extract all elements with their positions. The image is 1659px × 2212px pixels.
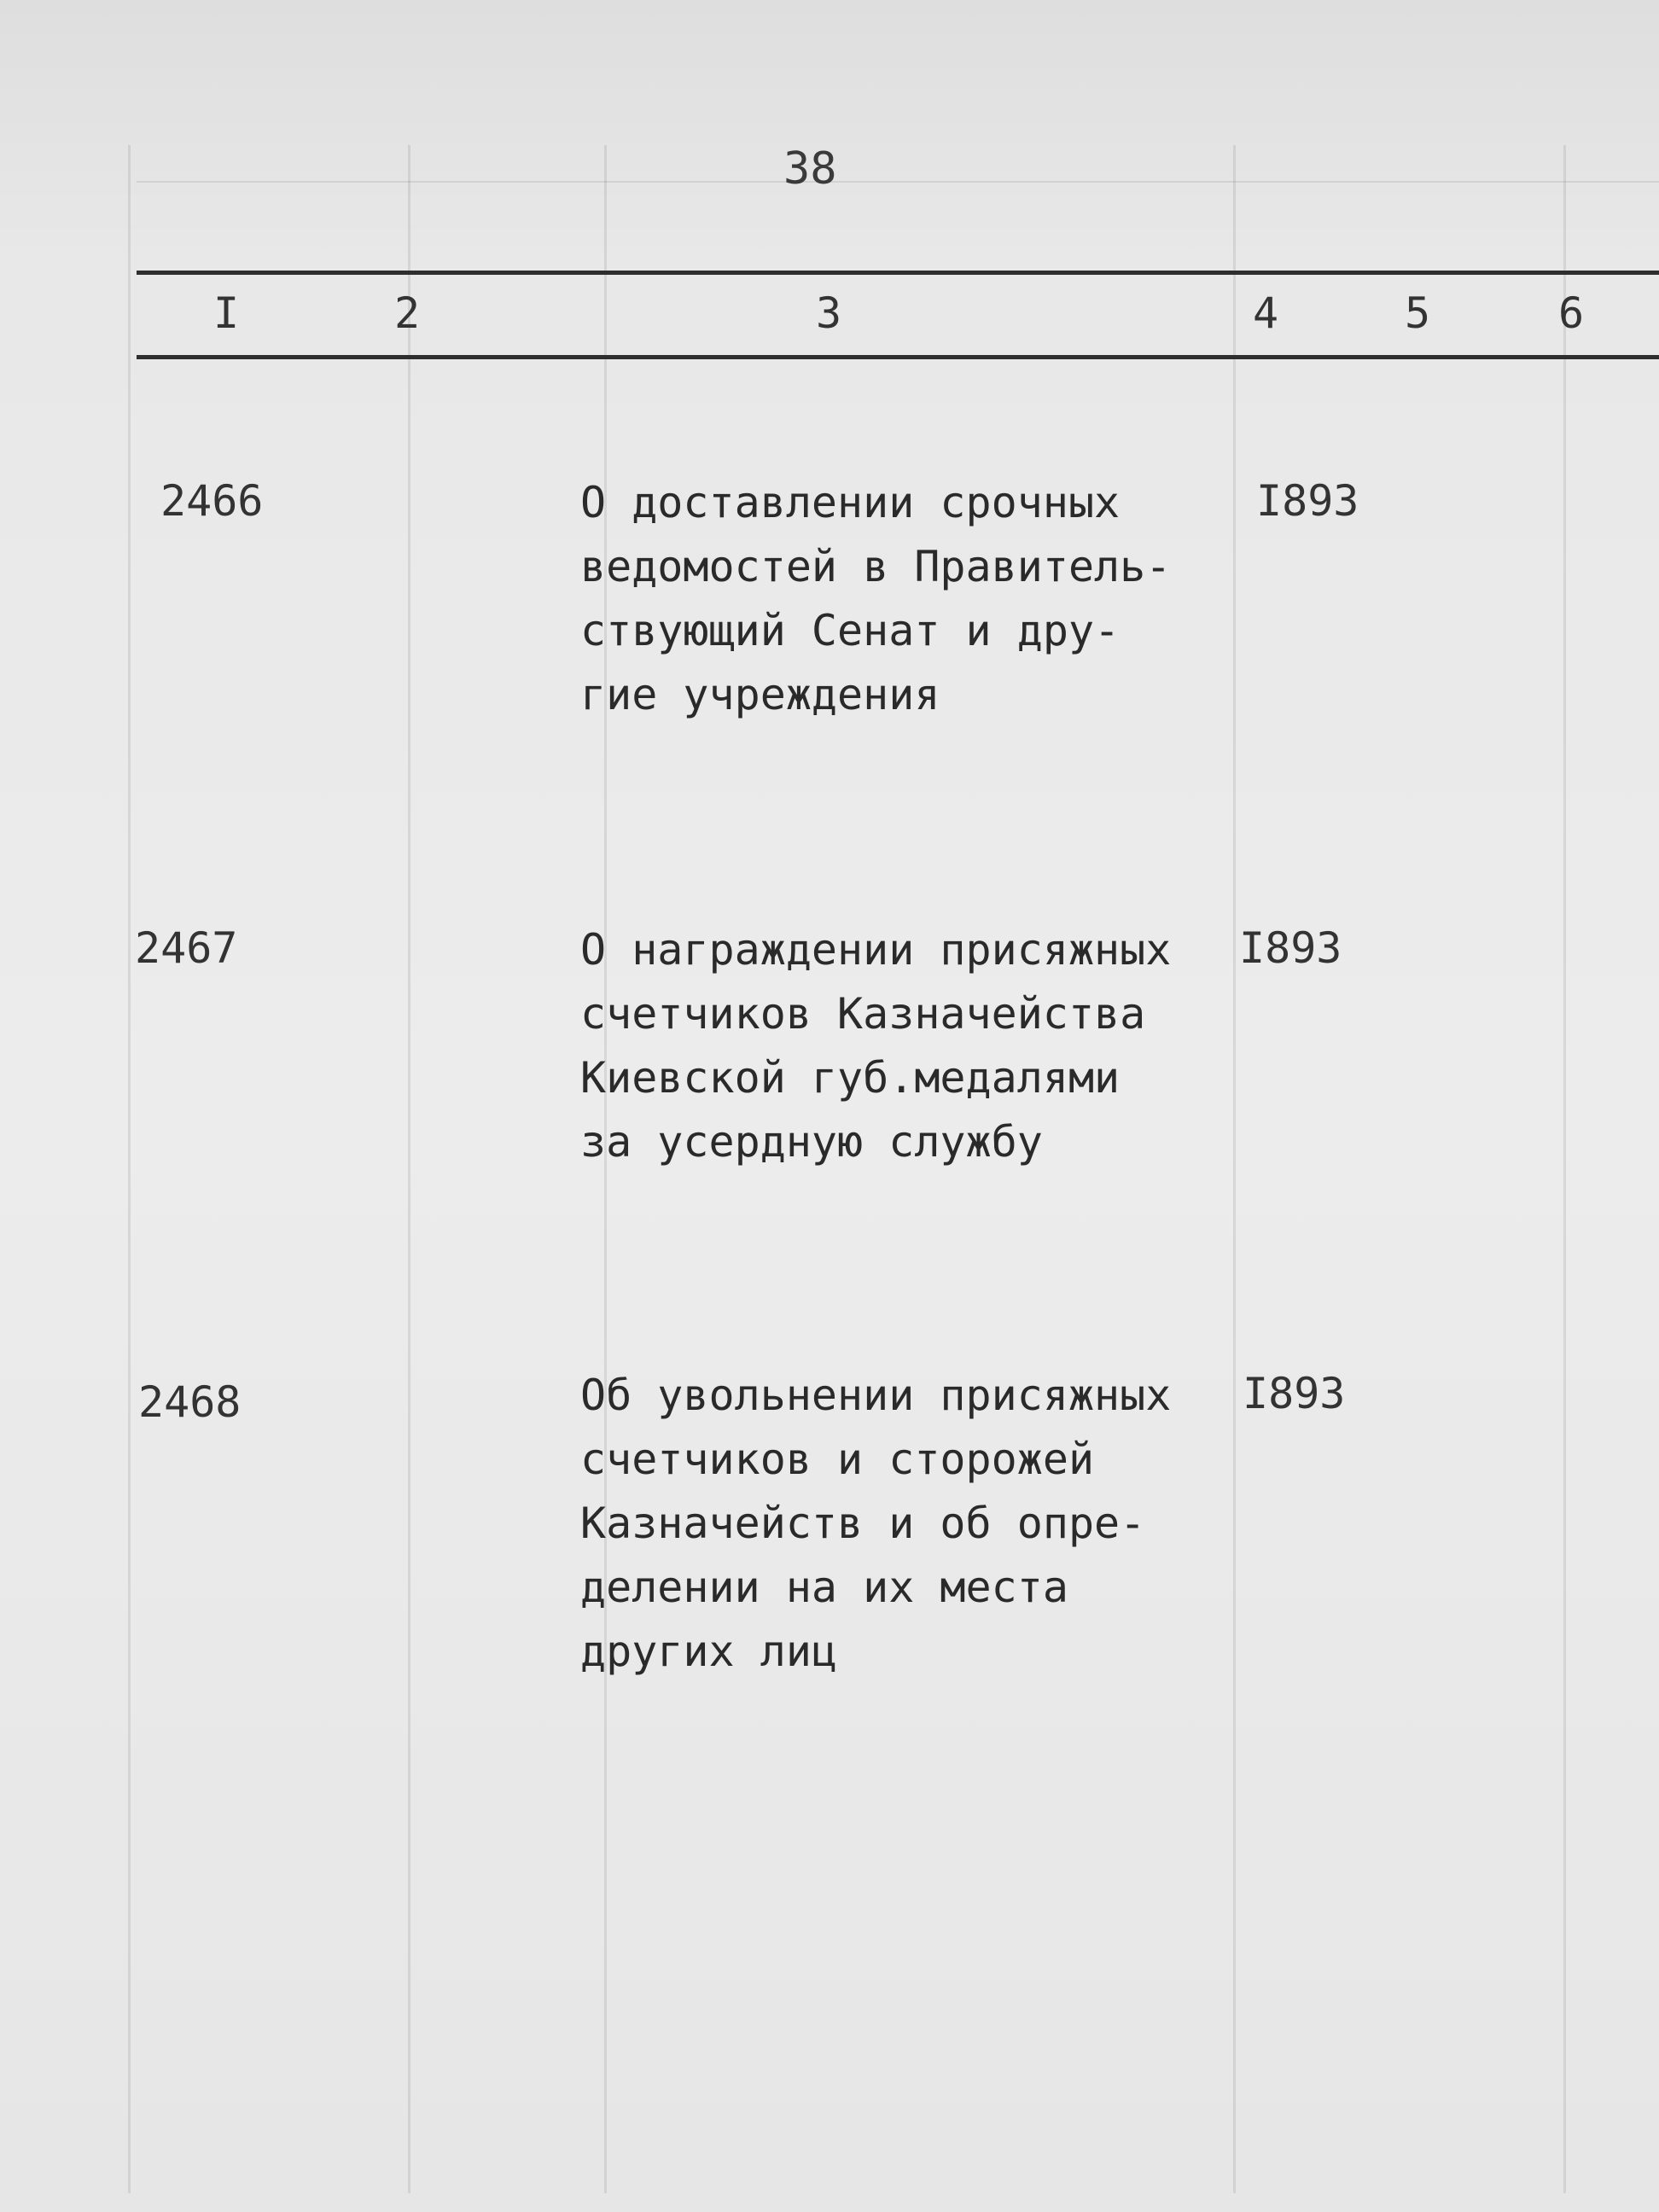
header-rule-bottom [137, 355, 1659, 359]
column-header-2: 2 [394, 288, 421, 338]
ghost-column-line [408, 145, 410, 2193]
ghost-column-line [1233, 145, 1236, 2193]
header-rule-top [137, 271, 1659, 275]
case-title: О награждении присяжных счетчиков Казначейства Киевской губ.медалями за усердную службу [580, 925, 1172, 1167]
case-year: I893 [1243, 1369, 1346, 1418]
case-number: 2468 [138, 1377, 242, 1427]
case-title: Об увольнении присяжных счетчиков и сторожей Казначейств и об опре- делении на их места других лиц [580, 1371, 1172, 1676]
case-title: О доставлении срочных ведомостей в Правитель- ствующий Сенат и дру- гие учреждения [580, 478, 1172, 719]
ghost-column-line [1563, 145, 1566, 2193]
column-header-4: 4 [1253, 288, 1279, 338]
case-year: I893 [1239, 923, 1342, 973]
page-number: 38 [783, 143, 837, 195]
column-header-3: 3 [816, 288, 842, 338]
case-number: 2466 [160, 476, 264, 526]
case-number: 2467 [135, 923, 238, 973]
ghost-column-line [128, 145, 131, 2193]
column-header-1: I [213, 288, 240, 338]
column-header-6: 6 [1558, 288, 1585, 338]
case-year: I893 [1256, 476, 1359, 526]
column-header-5: 5 [1405, 288, 1431, 338]
ghost-row-line [137, 181, 1659, 183]
